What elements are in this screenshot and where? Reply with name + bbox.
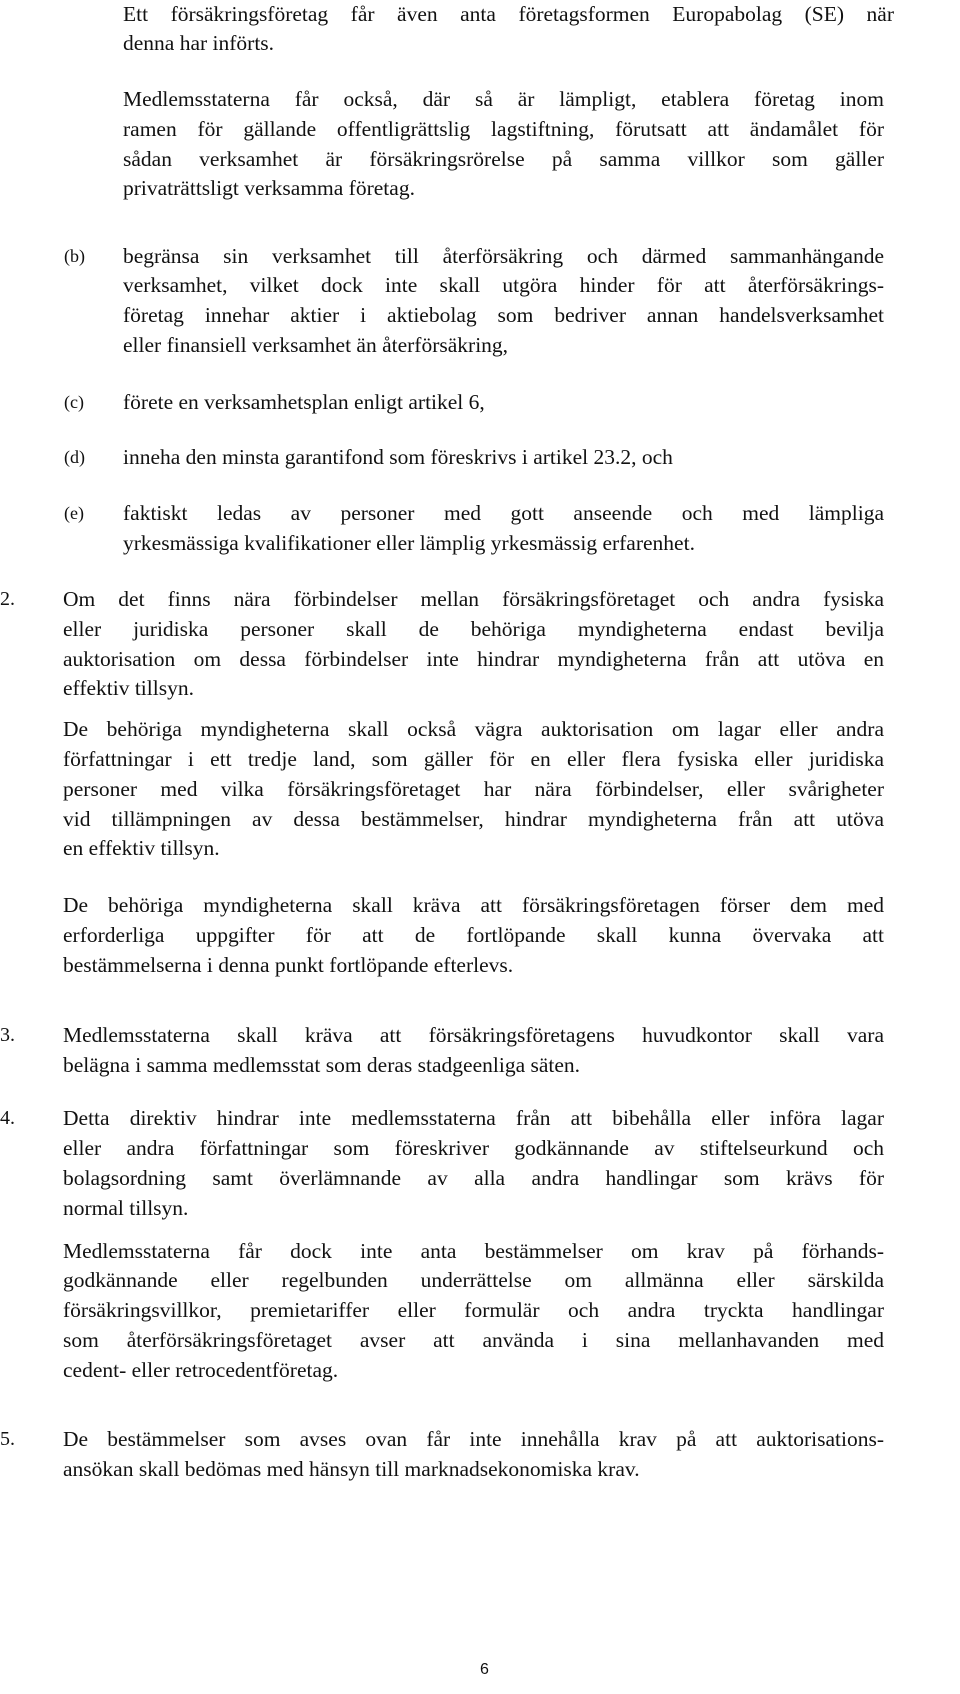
list-item-line: inneha den minsta garantifond som föreskrivs i artikel 23.2, och	[123, 445, 673, 469]
section-line: cedent- eller retrocedentföretag.	[63, 1358, 339, 1382]
intro-line: sådan verksamhet är försäkringsrörelse på samma villkor som gäller	[123, 147, 884, 171]
section-line: effektiv tillsyn.	[63, 676, 194, 700]
list-item-label: (c)	[64, 392, 84, 412]
section-line: Medlemsstaterna får dock inte anta bestämmelser om krav på förhands-	[63, 1239, 884, 1263]
section-line: försäkringsvillkor, premietariffer eller formulär och andra tryckta handlingar	[63, 1298, 884, 1322]
list-item-label: (b)	[64, 246, 85, 266]
section-line: belägna i samma medlemsstat som deras stadgeenliga säten.	[63, 1053, 581, 1077]
intro-line: Ett försäkringsföretag får även anta företagsformen Europabolag (SE) när	[123, 2, 894, 26]
list-item-line: verksamhet, vilket dock inte skall utgöra hinder för att återförsäkrings-	[123, 273, 884, 297]
list-item-line: begränsa sin verksamhet till återförsäkring och därmed sammanhängande	[123, 244, 884, 268]
list-item-line: yrkesmässiga kvalifikationer eller lämplig yrkesmässig erfarenhet.	[123, 531, 695, 555]
section-line: en effektiv tillsyn.	[63, 836, 220, 860]
list-item-label: (e)	[64, 503, 84, 523]
section-line: eller andra författningar som föreskriver godkännande av stiftelseurkund och	[63, 1136, 884, 1160]
section-line: personer med vilka försäkringsföretaget har nära förbindelser, eller svårigheter	[63, 777, 884, 801]
section-line: bolagsordning samt överlämnande av alla andra handlingar som krävs för	[63, 1166, 884, 1190]
section-line: De behöriga myndigheterna skall kräva att försäkringsföretagen förser dem med	[63, 893, 884, 917]
section-line: ansökan skall bedömas med hänsyn till marknadsekonomiska krav.	[63, 1457, 640, 1481]
section-number: 5.	[0, 1428, 15, 1450]
list-item-label: (d)	[64, 447, 85, 467]
list-item-line: företag innehar aktier i aktiebolag som bedriver annan handelsverksamhet	[123, 303, 884, 327]
section-number: 3.	[0, 1024, 15, 1046]
section-number: 4.	[0, 1107, 15, 1129]
section-line: Medlemsstaterna skall kräva att försäkringsföretagens huvudkontor skall vara	[63, 1023, 884, 1047]
list-item-line: förete en verksamhetsplan enligt artikel 6,	[123, 390, 485, 414]
section-line: erforderliga uppgifter för att de fortlöpande skall kunna övervaka att	[63, 923, 884, 947]
intro-line: privaträttsligt verksamma företag.	[123, 176, 415, 200]
section-line: vid tillämpningen av dessa bestämmelser, hindrar myndigheterna från att utöva	[63, 807, 884, 831]
section-line: auktorisation om dessa förbindelser inte hindrar myndigheterna från att utöva en	[63, 647, 884, 671]
section-line: godkännande eller regelbunden underrättelse om allmänna eller särskilda	[63, 1268, 884, 1292]
section-line: normal tillsyn.	[63, 1196, 189, 1220]
list-item-line: faktiskt ledas av personer med gott anseende och med lämpliga	[123, 501, 884, 525]
section-line: De behöriga myndigheterna skall också vägra auktorisation om lagar eller andra	[63, 717, 884, 741]
intro-line: Medlemsstaterna får också, där så är lämpligt, etablera företag inom	[123, 87, 884, 111]
section-number: 2.	[0, 588, 15, 610]
section-line: Om det finns nära förbindelser mellan försäkringsföretaget och andra fysiska	[63, 587, 884, 611]
section-line: bestämmelserna i denna punkt fortlöpande efterlevs.	[63, 953, 514, 977]
section-line: De bestämmelser som avses ovan får inte innehålla krav på att auktorisations-	[63, 1427, 884, 1451]
section-line: eller juridiska personer skall de behöriga myndigheterna endast bevilja	[63, 617, 884, 641]
page-number: 6	[480, 1661, 489, 1678]
intro-line: ramen för gällande offentligrättslig lagstiftning, förutsatt att ändamålet för	[123, 117, 884, 141]
section-line: Detta direktiv hindrar inte medlemsstaterna från att bibehålla eller införa lagar	[63, 1106, 884, 1130]
intro-line: denna har införts.	[123, 31, 275, 55]
section-line: författningar i ett tredje land, som gäller för en eller flera fysiska eller juridiska	[63, 747, 884, 771]
list-item-line: eller finansiell verksamhet än återförsäkring,	[123, 333, 509, 357]
section-line: som återförsäkringsföretaget avser att använda i sina mellanhavanden med	[63, 1328, 884, 1352]
